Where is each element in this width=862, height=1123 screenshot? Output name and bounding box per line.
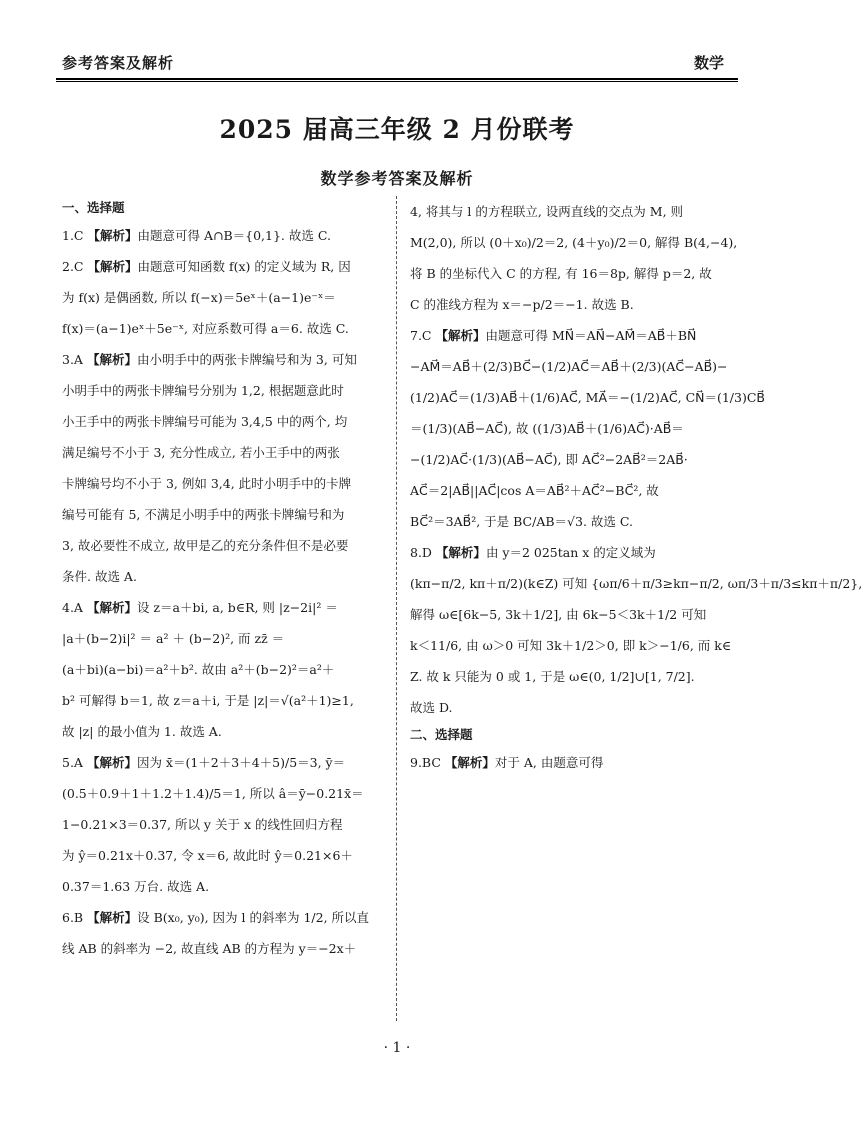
section-heading: 一、选择题	[62, 200, 125, 215]
text-line: 卡牌编号均不小于 3, 例如 3,4, 此时小明手中的卡牌	[62, 476, 352, 491]
answer-number: 1.C	[62, 228, 88, 243]
text-line: 编号可能有 5, 不满足小明手中的两张卡牌编号和为	[62, 507, 345, 522]
text-line: C 的准线方程为 x＝−p/2＝−1. 故选 B.	[410, 297, 634, 312]
header-right: 数学	[693, 54, 724, 72]
answer-text: 由小明手中的两张卡牌编号和为 3, 可知	[136, 352, 357, 367]
header-rule	[56, 78, 738, 80]
text-line: (1/2)AC⃗＝(1/3)AB⃗＋(1/6)AC⃗, MA⃗＝−(1/2)AC⃗, CN⃗＝(1/3)CB⃗	[410, 390, 765, 405]
text-line: 小王手中的两张卡牌编号可能为 3,4,5 中的两个, 均	[62, 414, 348, 429]
answer-text: 由题意可知函数 f(x) 的定义域为 R, 因	[137, 259, 351, 274]
answer-text: 设 z＝a＋bi, a, b∈R, 则 |z−2i|² ＝	[136, 600, 338, 615]
analysis-tag: 【解析】	[435, 545, 486, 560]
answer-number: 7.C	[410, 328, 436, 343]
text-line: −(1/2)AC⃗·(1/3)(AB⃗−AC⃗), 即 AC⃗²−2AB⃗²＝2AB⃗·	[410, 452, 688, 467]
answer-text: 因为 x̄＝(1＋2＋3＋4＋5)/5＝3, ȳ＝	[136, 755, 346, 770]
text-line: 解得 ω∈[6k−5, 3k＋1/2], 由 6k−5＜3k＋1/2 可知	[410, 607, 707, 622]
answer-line	[62, 344, 396, 375]
text-line: (0.5＋0.9＋1＋1.2＋1.4)/5＝1, 所以 â＝ȳ−0.21x̄＝	[62, 786, 364, 801]
answer-line	[410, 320, 736, 351]
analysis-tag: 【解析】	[444, 755, 495, 770]
analysis-tag: 【解析】	[87, 228, 138, 243]
text-line: 故选 D.	[410, 700, 453, 715]
answer-text: 由题意可得 A∩B＝{0,1}. 故选 C.	[137, 228, 331, 243]
text-line: ＝(1/3)(AB⃗−AC⃗), 故 ((1/3)AB⃗＋(1/6)AC⃗)·AB⃗＝	[410, 421, 684, 436]
answer-number: 3.A	[62, 352, 87, 367]
page-title: 2025 届高三年级 2 月份联考	[219, 115, 575, 144]
text-line: 为 ŷ＝0.21x＋0.37, 令 x＝6, 故此时 ŷ＝0.21×6＋	[62, 848, 353, 863]
text-line: −AM⃗＝AB⃗＋(2/3)BC⃗−(1/2)AC⃗＝AB⃗＋(2/3)(AC⃗−AB⃗)−	[410, 359, 728, 374]
answer-number: 4.A	[62, 600, 87, 615]
page-subtitle: 数学参考答案及解析	[320, 169, 474, 188]
text-line: k＜11/6, 由 ω＞0 可知 3k＋1/2＞0, 即 k＞−1/6, 而 k∈	[410, 638, 732, 653]
page-number: · 1 ·	[383, 1040, 411, 1056]
text-line: f(x)＝(a−1)eˣ＋5e⁻ˣ, 对应系数可得 a＝6. 故选 C.	[62, 321, 349, 336]
answer-number: 2.C	[62, 259, 88, 274]
analysis-tag: 【解析】	[435, 328, 486, 343]
text-line: 将 B 的坐标代入 C 的方程, 有 16＝8p, 解得 p＝2, 故	[410, 266, 712, 281]
column-divider	[396, 196, 397, 1021]
header-rule-thin	[56, 81, 738, 82]
text-line: (a＋bi)(a−bi)＝a²＋b². 故由 a²＋(b−2)²＝a²＋	[62, 662, 335, 677]
text-line: 0.37＝1.63 万台. 故选 A.	[62, 879, 210, 894]
analysis-tag: 【解析】	[87, 259, 138, 274]
text-line: 条件. 故选 A.	[62, 569, 137, 584]
answer-number: 9.BC	[410, 755, 445, 770]
answer-text: 设 B(x₀, y₀), 因为 l 的斜率为 1/2, 所以直	[137, 910, 370, 925]
text-line: 4, 将其与 l 的方程联立, 设两直线的交点为 M, 则	[410, 204, 684, 219]
section-heading: 二、选择题	[410, 727, 473, 742]
answer-line	[62, 251, 396, 282]
answer-line	[62, 592, 396, 623]
text-line: (kπ−π/2, kπ＋π/2)(k∈Z) 可知 {ωπ/6＋π/3≥kπ−π/2, ωπ/3＋π/3≤kπ＋π/2},	[410, 576, 862, 591]
text-line: AC⃗＝2|AB⃗||AC⃗|cos A＝AB⃗²＋AC⃗²−BC⃗², 故	[410, 483, 659, 498]
analysis-tag: 【解析】	[86, 755, 137, 770]
answer-line	[410, 537, 736, 568]
answer-text: 对于 A, 由题意可得	[494, 755, 604, 770]
text-line: 为 f(x) 是偶函数, 所以 f(−x)＝5eˣ＋(a−1)e⁻ˣ＝	[62, 290, 336, 305]
text-line: 满足编号不小于 3, 充分性成立, 若小王手中的两张	[62, 445, 340, 460]
answer-line	[62, 902, 396, 933]
text-line: 1−0.21×3＝0.37, 所以 y 关于 x 的线性回归方程	[62, 817, 343, 832]
analysis-tag: 【解析】	[87, 910, 138, 925]
left-column	[62, 196, 396, 964]
text-line: BC⃗²＝3AB⃗², 于是 BC/AB＝√3. 故选 C.	[410, 514, 633, 529]
text-line: b² 可解得 b＝1, 故 z＝a＋i, 于是 |z|＝√(a²＋1)≥1,	[62, 693, 354, 708]
header-left: 参考答案及解析	[62, 54, 175, 72]
analysis-tag: 【解析】	[86, 352, 137, 367]
text-line: 3, 故必要性不成立, 故甲是乙的充分条件但不是必要	[62, 538, 349, 553]
answer-line	[62, 220, 396, 251]
text-line: 小明手中的两张卡牌编号分别为 1,2, 根据题意此时	[62, 383, 344, 398]
text-line: 故 |z| 的最小值为 1. 故选 A.	[62, 724, 222, 739]
answer-number: 6.B	[62, 910, 88, 925]
text-line: Z. 故 k 只能为 0 或 1, 于是 ω∈(0, 1/2]∪[1, 7/2].	[410, 669, 695, 684]
answer-line	[62, 747, 396, 778]
answer-line	[410, 747, 736, 778]
right-column	[410, 196, 862, 778]
text-line: 线 AB 的斜率为 −2, 故直线 AB 的方程为 y＝−2x＋	[62, 941, 357, 956]
answer-text: 由 y＝2 025tan x 的定义域为	[485, 545, 656, 560]
answer-text: 由题意可得 MN⃗＝AN⃗−AM⃗＝AB⃗＋BN⃗	[485, 328, 697, 343]
analysis-tag: 【解析】	[86, 600, 137, 615]
text-line: |a＋(b−2)i|² ＝ a² ＋ (b−2)², 而 zz̄ ＝	[62, 631, 285, 646]
text-line: M(2,0), 所以 (0＋x₀)/2＝2, (4＋y₀)/2＝0, 解得 B(4,−4),	[410, 235, 738, 250]
answer-number: 5.A	[62, 755, 87, 770]
answer-number: 8.D	[410, 545, 436, 560]
